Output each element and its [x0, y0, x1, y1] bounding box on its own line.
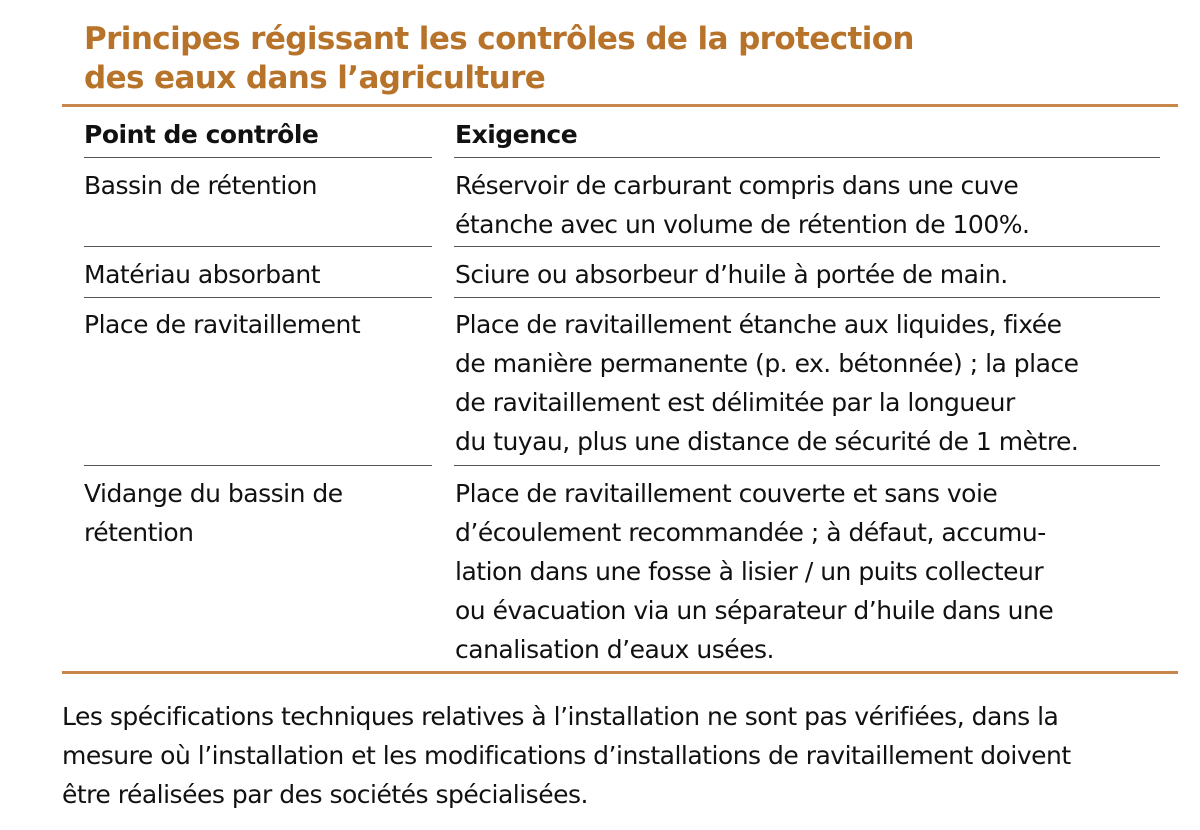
row-4-exigence-line-1: Place de ravitaillement couverte et sans voie [455, 479, 998, 508]
row-3-divider-col1 [84, 465, 432, 466]
table-row-2-point [84, 255, 432, 294]
table-top-rule [62, 104, 1178, 107]
row-1-exigence-line-2: étanche avec un volume de rétention de 100%. [455, 210, 1030, 239]
row-2-point-line-1: Matériau absorbant [84, 260, 321, 289]
header-point-de-controle: Point de contrôle [84, 120, 319, 149]
table-row-2-exigence [455, 255, 1165, 294]
row-4-exigence-line-3: lation dans une fosse à lisier / un puits collecteur [455, 557, 1044, 586]
row-3-exigence-line-4: du tuyau, plus une distance de sécurité de 1 mètre. [455, 427, 1079, 456]
row-3-point-line-1: Place de ravitaillement [84, 310, 361, 339]
table-row-4-point [84, 474, 432, 552]
header-divider-col2 [454, 157, 1160, 158]
footnote-line-3: être réalisées par des sociétés spécialisées. [62, 780, 588, 809]
row-1-divider-col1 [84, 246, 432, 247]
row-4-point-line-2: rétention [84, 518, 194, 547]
table-title-line-1: Principes régissant les contrôles de la protection [84, 21, 914, 57]
header-divider-col1 [84, 157, 432, 158]
table-row-3-point [84, 305, 432, 344]
table-row-1-exigence [455, 166, 1165, 244]
row-4-point-line-1: Vidange du bassin de [84, 479, 343, 508]
header-exigence: Exigence [455, 120, 578, 149]
footnote-line-2: mesure où l’installation et les modifications d’installations de ravitaillement doivent [62, 741, 1071, 770]
row-2-divider-col1 [84, 297, 432, 298]
table-row-3-exigence [455, 305, 1165, 461]
row-1-exigence-line-1: Réservoir de carburant compris dans une cuve [455, 171, 1019, 200]
row-4-exigence-line-4: ou évacuation via un séparateur d’huile dans une [455, 596, 1054, 625]
row-3-divider-col2 [454, 465, 1160, 466]
table-title-line-2: des eaux dans l’agriculture [84, 60, 546, 96]
row-3-exigence-line-1: Place de ravitaillement étanche aux liquides, fixée [455, 310, 1062, 339]
footnote-paragraph [62, 697, 1182, 814]
row-4-exigence-line-2: d’écoulement recommandée ; à défaut, accumu- [455, 518, 1046, 547]
table-row-4-exigence [455, 474, 1165, 669]
footnote-line-1: Les spécifications techniques relatives à l’installation ne sont pas vérifiées, dans la [62, 702, 1059, 731]
table-bottom-rule [62, 671, 1178, 674]
row-4-exigence-line-5: canalisation d’eaux usées. [455, 635, 775, 664]
row-2-exigence-line-1: Sciure ou absorbeur d’huile à portée de main. [455, 260, 1008, 289]
row-2-divider-col2 [454, 297, 1160, 298]
row-1-point-line-1: Bassin de rétention [84, 171, 317, 200]
row-1-divider-col2 [454, 246, 1160, 247]
table-title [84, 20, 1084, 98]
row-3-exigence-line-3: de ravitaillement est délimitée par la longueur [455, 388, 1015, 417]
row-3-exigence-line-2: de manière permanente (p. ex. bétonnée) ; la place [455, 349, 1079, 378]
table-row-1-point [84, 166, 432, 205]
